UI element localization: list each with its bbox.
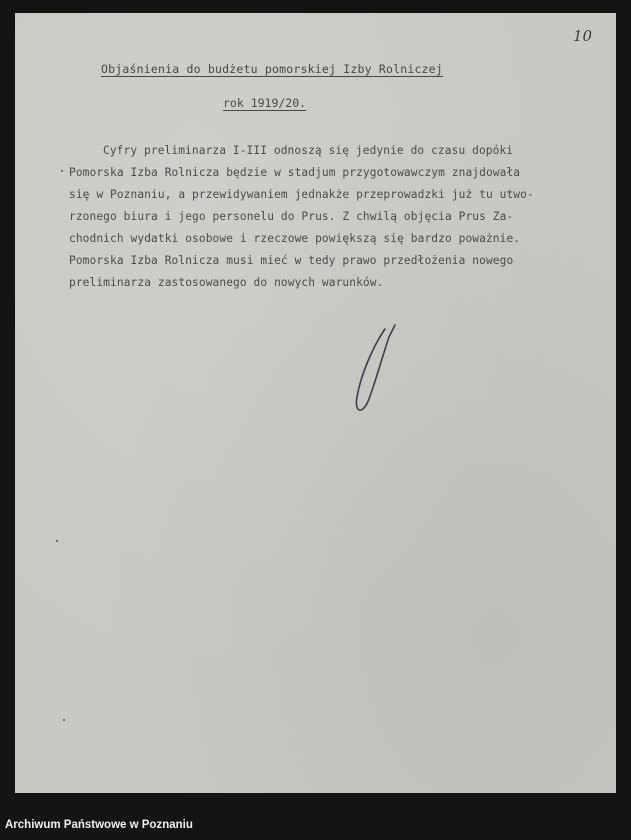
document-title: Objaśnienia do budżetu pomorskiej Izby Rolniczej — [101, 62, 443, 76]
paper-speck — [56, 540, 58, 542]
body-line: Cyfry preliminarza I-III odnoszą się jedynie do czasu dopóki — [103, 144, 514, 157]
body-line: chodnich wydatki osobowe i rzeczowe powiększą się bardzo poważnie. — [69, 232, 521, 245]
paper-speck — [61, 170, 63, 172]
body-line: rzonego biura i jego personelu do Prus. Z chwilą objęcia Prus Za- — [69, 210, 514, 223]
signature-mark — [345, 323, 405, 419]
body-line: Pomorska Izba Rolnicza będzie w stadjum przygotowawczym znajdowała — [69, 166, 521, 179]
archive-label: Archiwum Państwowe w Poznaniu — [5, 819, 193, 831]
page-number: 10 — [573, 27, 593, 45]
body-line: Pomorska Izba Rolnicza musi mieć w tedy prawo przedłożenia nowego — [69, 254, 514, 267]
body-line: preliminarza zastosowanego do nowych warunków. — [69, 276, 384, 289]
body-line: się w Poznaniu, a przewidywaniem jednakże przeprowadzki już tu utwo- — [69, 188, 534, 201]
archive-footer — [0, 813, 631, 840]
document-subtitle: rok 1919/20. — [223, 96, 307, 110]
paper-speck — [63, 719, 65, 721]
document-page — [15, 13, 616, 793]
